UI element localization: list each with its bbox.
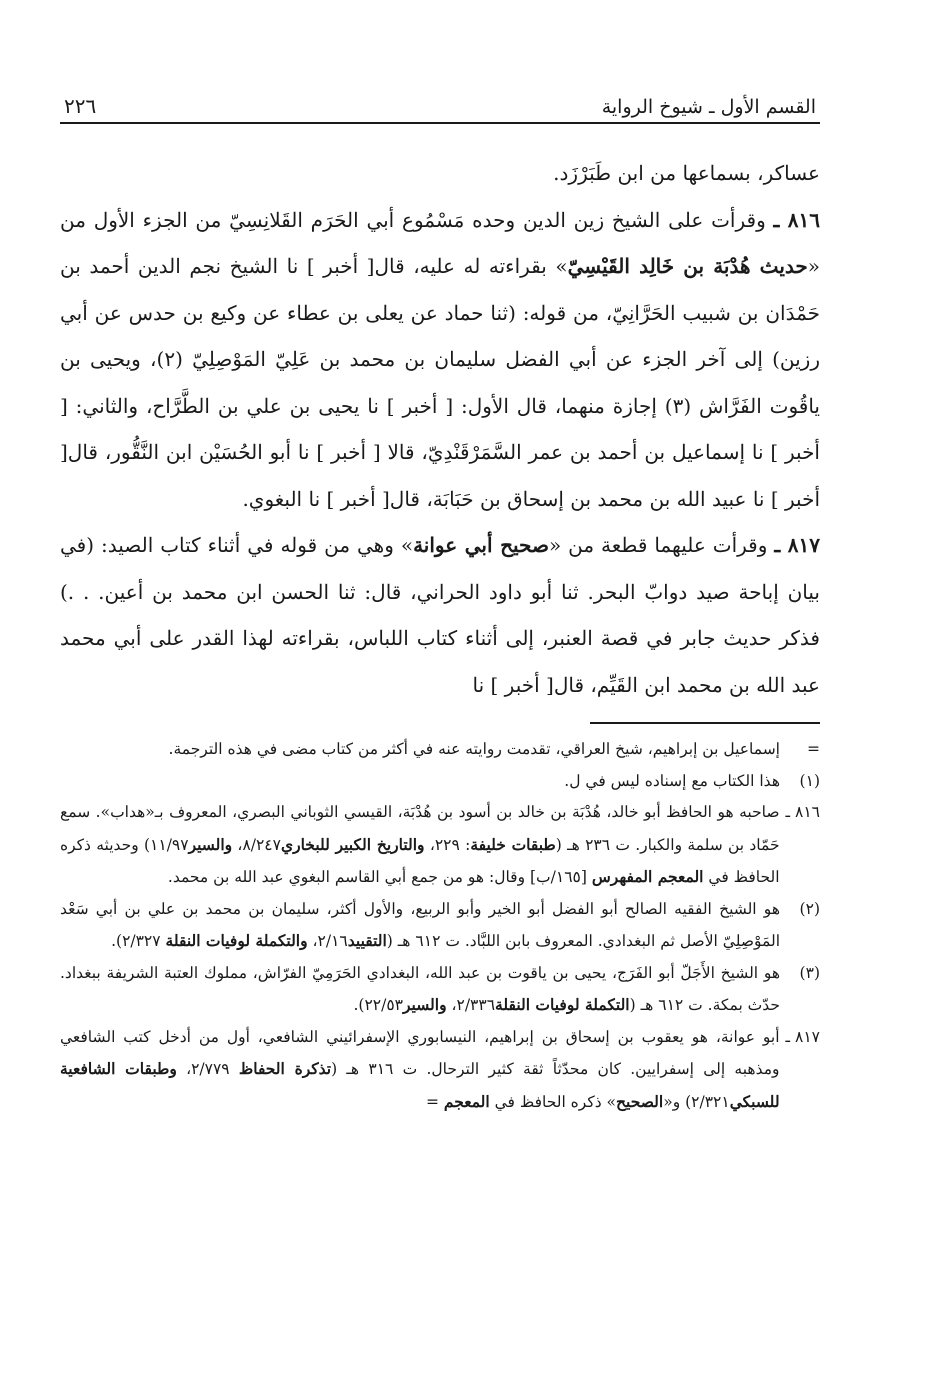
fn817-part-d: ٢/٣٢١) و« <box>663 1092 730 1111</box>
fn816-part-e: ١١/٩٧) وحديثه ذكره الحافظ في <box>60 835 780 886</box>
fn3-part-d: ٢٢/٥٣). <box>353 996 403 1014</box>
fn816-part-f: [١٦٥/ب] وقال: هو من جمع أبي القاسم البغوي عبد الله بن محمد. <box>167 868 592 886</box>
paragraph-817 <box>60 522 820 708</box>
running-title: القسم الأول ـ شيوخ الرواية <box>601 96 816 118</box>
fn817-ref-4: المعجم <box>443 1091 490 1111</box>
footnote-1-text: هذا الكتاب مع إسناده ليس في ل. <box>564 771 780 790</box>
fn816-ref-4: المعجم المفهرس <box>591 867 704 886</box>
fn817-ref-1: تذكرة الحفاظ <box>238 1059 332 1078</box>
footnote-separator <box>590 722 820 724</box>
paragraph-816 <box>60 197 820 523</box>
footnote-816 <box>60 797 820 894</box>
fn816-ref-2: والتاريخ الكبير للبخاري <box>280 834 425 854</box>
para817-text-b: » وهي من قوله في أثناء كتاب الصيد: (في بيان إباحة صيد دوابّ البحر. ثنا أبو داود الحراني، قال: ثنا الحسن ابن محمد بن أعين. . .) فذكر حديث جابر في قصة العنبر، إلى أثناء كتاب اللباس، بقراءته لهذا القدر على أبي محمد عبد الله بن محمد ابن القَيِّم، قال[ أخبر ] نا <box>60 533 820 697</box>
fn816-ref-3: والسير <box>188 834 233 854</box>
fn3-ref-2: والسير <box>402 995 447 1014</box>
fn817-ref-2: وطبقات الشافعية للسبكي <box>60 1059 780 1111</box>
fn817-part-e: » ذكره الحافظ في <box>489 1092 617 1111</box>
fn3-ref-1: التكملة لوفيات النقلة <box>495 995 630 1014</box>
fn817-ref-3: الصحيح <box>616 1091 664 1111</box>
fn816-part-d: ٨/٢٤٧، <box>232 835 281 854</box>
footnote-3 <box>60 958 820 1022</box>
fn816-part-c: : ٢٢٩، <box>424 835 471 854</box>
fn817-part-c: ٢/٧٧٩، <box>176 1060 239 1078</box>
footnote-2-text <box>60 894 780 958</box>
footnote-3-label: (٣) <box>799 963 820 982</box>
footnote-817-label: ٨١٧ ـ <box>785 1027 820 1046</box>
entry-number-817: ٨١٧ ـ <box>774 533 821 557</box>
fn3-part-c: ٢/٣٣٦، <box>446 996 496 1014</box>
running-header <box>60 80 820 124</box>
para816-book-title: حديث هُدْبَة بن خَالِد القَيْسِيّ <box>567 254 808 278</box>
opening-text: عساكر، بسماعها من ابن طَبَرْزَد. <box>553 161 820 185</box>
page-number: ٢٢٦ <box>64 94 97 118</box>
fn2-ref-1: التقييد <box>347 931 387 950</box>
main-text <box>60 150 820 708</box>
footnote-817 <box>60 1022 820 1119</box>
continuation-text: إسماعيل بن إبراهيم، شيخ العراقي، تقدمت روايته عنه في أكثر من كتاب مضى في هذه الترجمة. <box>168 740 780 758</box>
continuation-end-mark: = <box>425 1092 439 1111</box>
entry-number-816: ٨١٦ ـ <box>773 207 821 232</box>
continuation-mark: = <box>807 740 820 758</box>
fn2-ref-2: والتكملة لوفيات النقلة <box>165 931 308 950</box>
fn2-part-c: ٢/١٦، <box>307 932 348 950</box>
footnote-816-text <box>60 797 780 894</box>
fn3-part-a: هو الشيخ الأَجَلّ أبو الفَرَج، يحيى بن ياقوت بن عبد الله، البغدادي الحَرَمِيّ الفرّاش، مملوك العتبة الشريفة ببغداد. حدّث بمكة. ت ٦١٢ هـ ( <box>60 963 780 1014</box>
footnote-2-label: (٢) <box>799 899 820 918</box>
footnotes <box>60 734 820 1118</box>
fn2-part-a: هو الشيخ الفقيه الصالح أبو الفضل أبو الخير وأبو الربيع، والأول أكثر، سليمان بن محمد بن علي بن أبي سَعْد المَوْصِلِيّ الأصل ثم البغدادي. المعروف بابن اللبَّاد. ت ٦١٢ هـ ( <box>60 899 780 950</box>
opening-line <box>60 150 820 197</box>
page <box>60 80 820 1118</box>
para817-text-a: وقرأت عليهما قطعة من « <box>548 533 768 557</box>
fn2-part-d: ٢/٣٢٧). <box>111 932 166 950</box>
footnote-continuation <box>60 734 820 766</box>
para816-text-b: » بقراءته له عليه، قال[ أخبر ] نا الشيخ نجم الدين أحمد بن حَمْدَان بن شبيب الحَرَّانِيّ، من قوله: (ثنا حماد عن يعلى بن عطاء عن وكيع بن حدس عن أبي رزين) إلى آخر الجزء عن أبي الفضل سليمان بن محمد بن عَلِيّ المَوْصِلِيّ (٢)، ويحيى بن ياقُوت الفَرَّاش (٣) إجازة منهما، قال الأول: [ أخبر ] نا يحيى بن علي بن الطَّرَّاح، والثاني: [ أخبر ] نا إسماعيل بن أحمد بن عمر السَّمَرْقَنْدِيّ، قالا [ أخبر ] نا أبو الحُسَيْن ابن النَّقُّور، قال[ أخبر ] نا عبيد الله بن محمد بن إسحاق بن حَبَابَة، قال[ أخبر ] نا البغوي. <box>60 254 820 511</box>
para816-text-a: وقرأت على الشيخ زين الدين وحده مَسْمُوع أبي الحَرَم القَلانِسِيّ من الجزء الأول من « <box>60 207 820 278</box>
fn817-part-a: أبو عوانة، هو يعقوب بن إسحاق بن إبراهيم، النيسابوري الإسفرائيني الشافعي، أول من أدخل كتب الشافعي ومذهبه إلى إسفرايين. كان محدّثاً ثقة كثير الترحال. ت ٣١٦ هـ ( <box>60 1027 780 1078</box>
footnote-3-text <box>60 958 780 1022</box>
fn816-part-a: صاحبه هو الحافظ أبو خالد، هُدْبَة بن خالد بن أسود بن هُدْبَة، القيسي الثوباني البصري، المعروف بـ«هداب». سمع حَمّاد بن سلمة والكبار. ت ٢٣٦ هـ ( <box>60 803 780 854</box>
fn816-ref-1: طبقات خليفة <box>470 834 556 854</box>
para817-book-title: صحيح أبي عوانة <box>413 533 549 557</box>
footnote-817-text <box>60 1022 780 1119</box>
footnote-1 <box>60 766 820 798</box>
footnote-1-label: (١) <box>799 771 820 790</box>
footnote-816-label: ٨١٦ ـ <box>785 803 820 821</box>
footnote-2 <box>60 894 820 958</box>
